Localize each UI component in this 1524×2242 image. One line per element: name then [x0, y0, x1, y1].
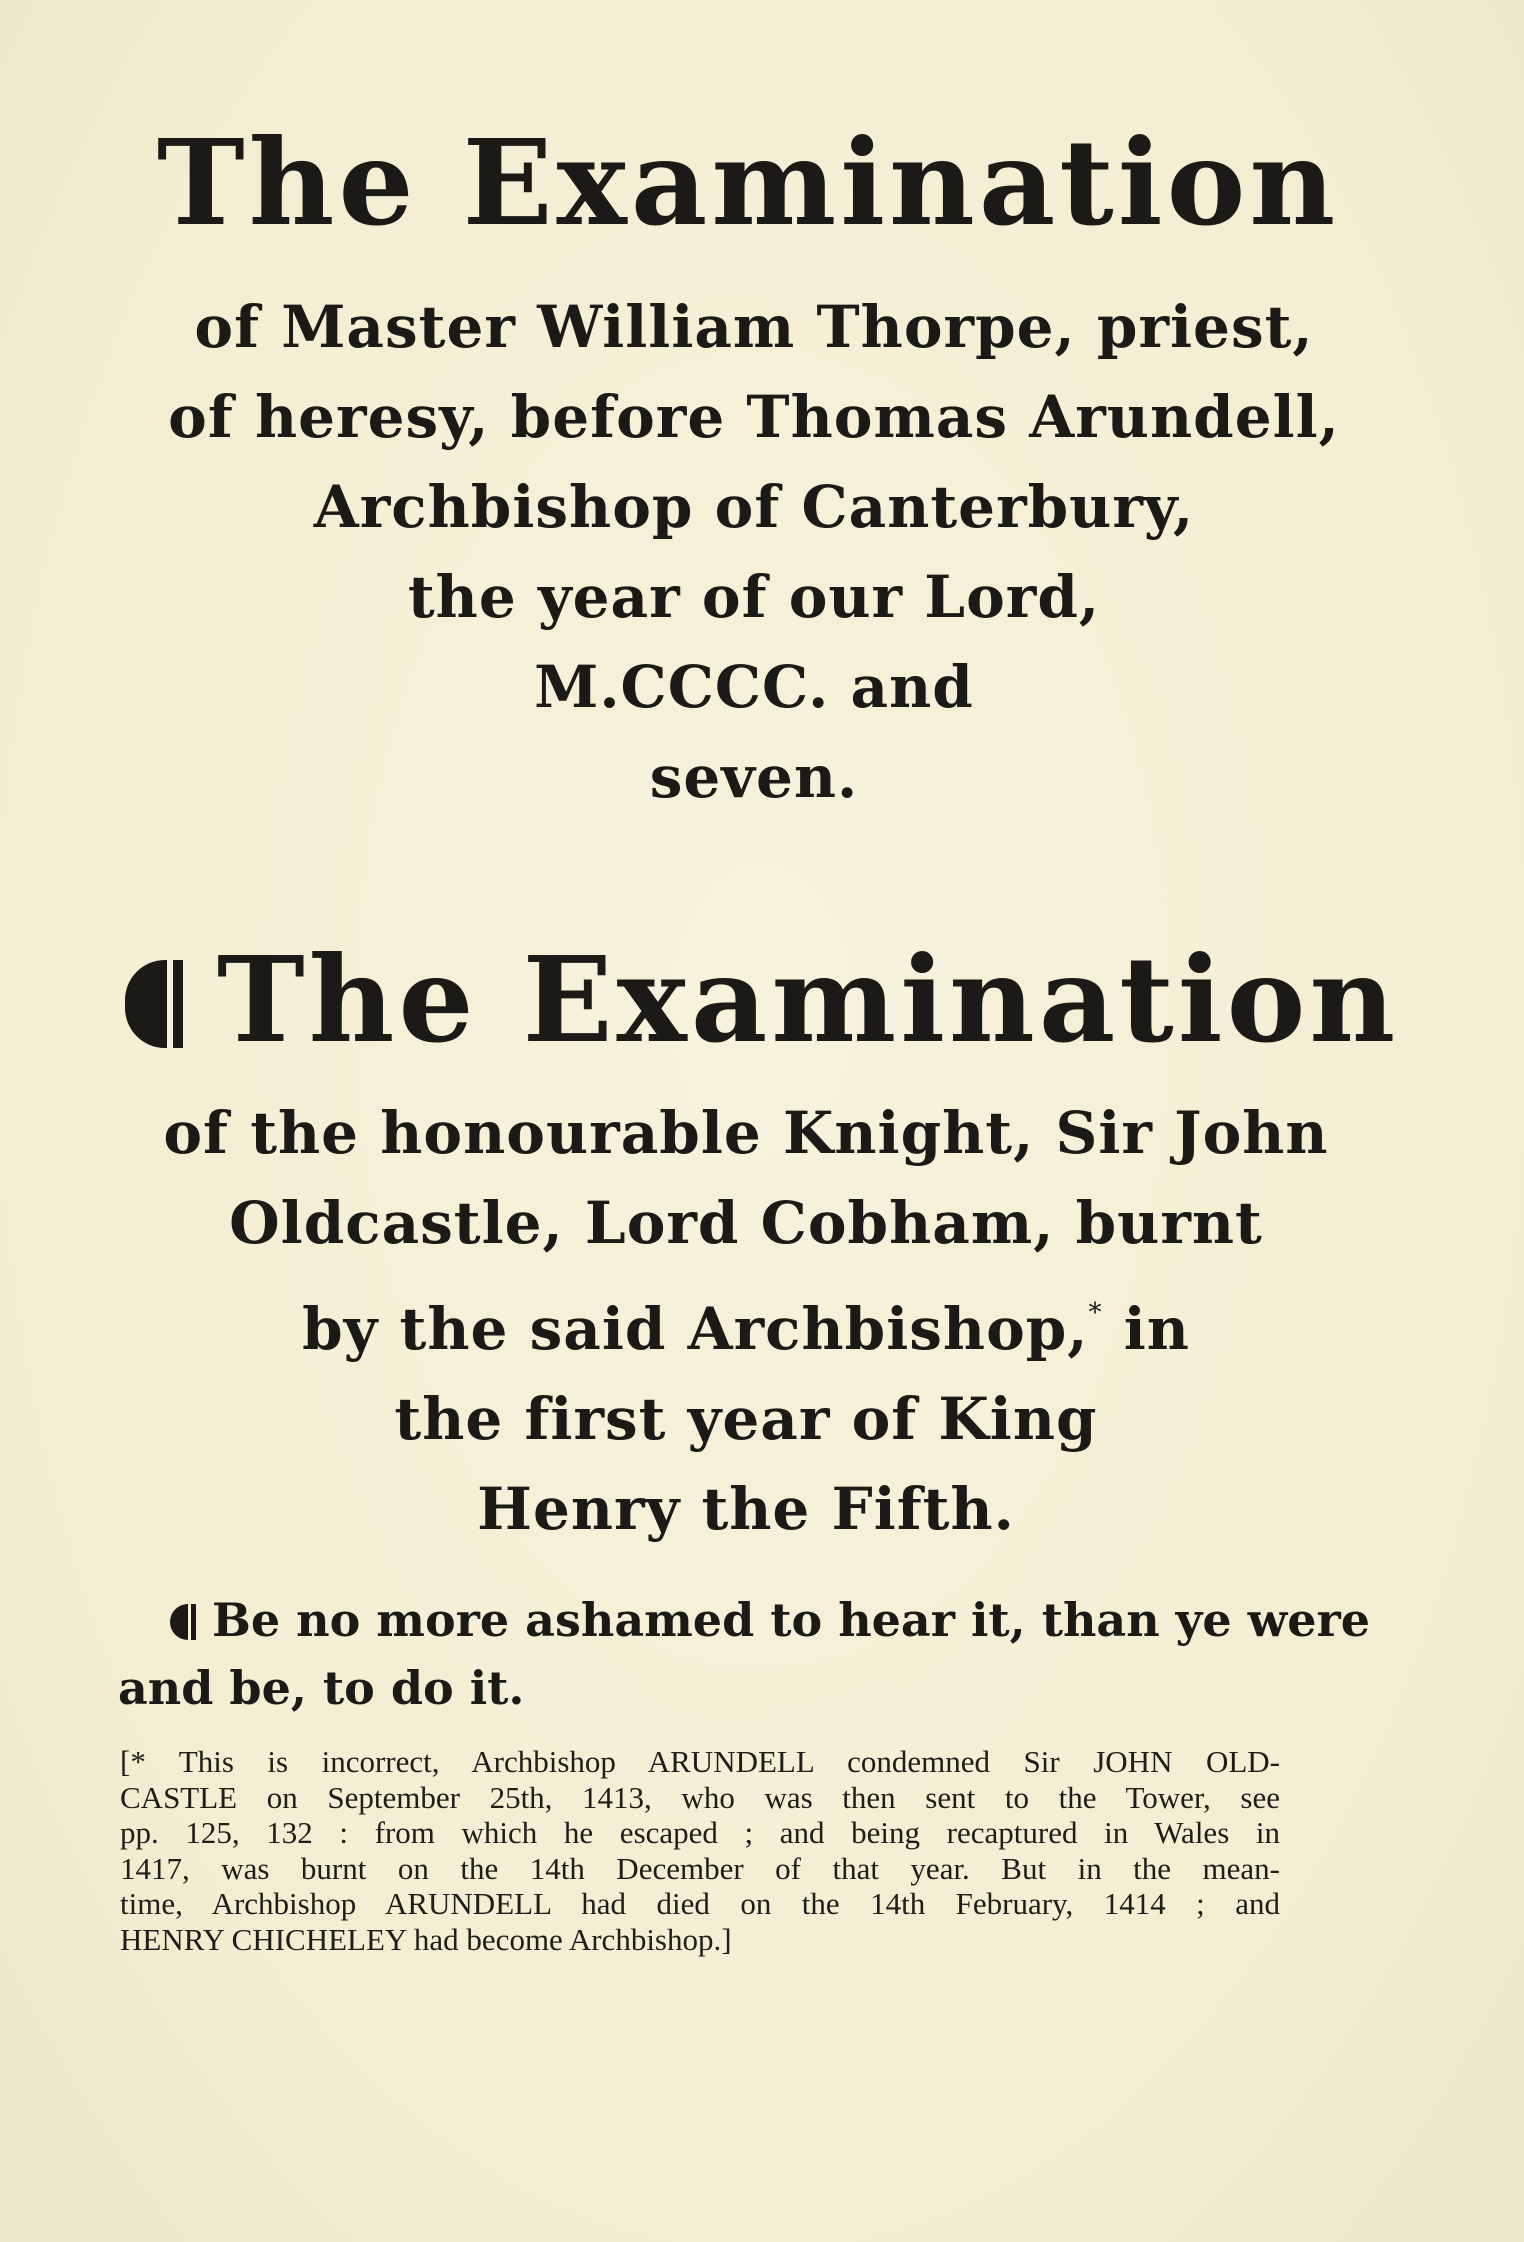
motto-line	[118, 1586, 1371, 1654]
title-text: The Examination	[216, 930, 1400, 1069]
title-block-thorpe	[0, 282, 1516, 822]
title-line	[0, 1268, 1508, 1374]
motto-line-text: Be no more ashamed to hear it, than ye were	[212, 1593, 1371, 1647]
title-line-text: in	[1123, 1295, 1190, 1363]
title-line: Archbishop of Canterbury,	[313, 473, 1195, 541]
title-line: of Master William Thorpe, priest,	[194, 293, 1314, 361]
motto-line: and be, to do it.	[118, 1661, 525, 1715]
motto	[118, 1586, 1371, 1722]
note-line: 1417, was burnt on the 14th December of that year. But in the mean-	[120, 1850, 1280, 1886]
title-line: seven.	[649, 743, 859, 811]
title-line: Henry the Fifth.	[477, 1475, 1015, 1543]
title-block-oldcastle	[0, 1088, 1508, 1554]
pilcrow-icon	[125, 960, 183, 1048]
editorial-note	[120, 1744, 1280, 1957]
title-line: M.CCCC. and	[534, 653, 974, 721]
note-line: [* This is incorrect, Archbishop ARUNDELL condemned Sir JOHN OLD-	[120, 1744, 1280, 1779]
note-line: pp. 125, 132 : from which he escaped ; and being recaptured in Wales in	[120, 1815, 1280, 1850]
footnote-mark: *	[1088, 1298, 1103, 1328]
note-line: HENRY CHICHELEY had become Archbishop.]	[120, 1921, 732, 1957]
page-title-thorpe	[0, 113, 1510, 252]
title-line: the first year of King	[394, 1385, 1098, 1453]
title-line: of heresy, before Thomas Arundell,	[168, 383, 1340, 451]
page-title-oldcastle	[0, 930, 1524, 1069]
title-line: of the honourable Knight, Sir John	[163, 1099, 1329, 1167]
title-line-text: by the said Archbishop,	[302, 1295, 1089, 1363]
note-line: CASTLE on September 25th, 1413, who was then sent to the Tower, see	[120, 1779, 1280, 1815]
title-line: the year of our Lord,	[407, 563, 1101, 631]
title-row	[125, 930, 1400, 1069]
note-line: time, Archbishop ARUNDELL had died on the 14th February, 1414 ; and	[120, 1886, 1280, 1921]
pilcrow-icon	[170, 1604, 196, 1640]
title-text: The Examination	[156, 113, 1340, 252]
title-line: Oldcastle, Lord Cobham, burnt	[229, 1189, 1263, 1257]
